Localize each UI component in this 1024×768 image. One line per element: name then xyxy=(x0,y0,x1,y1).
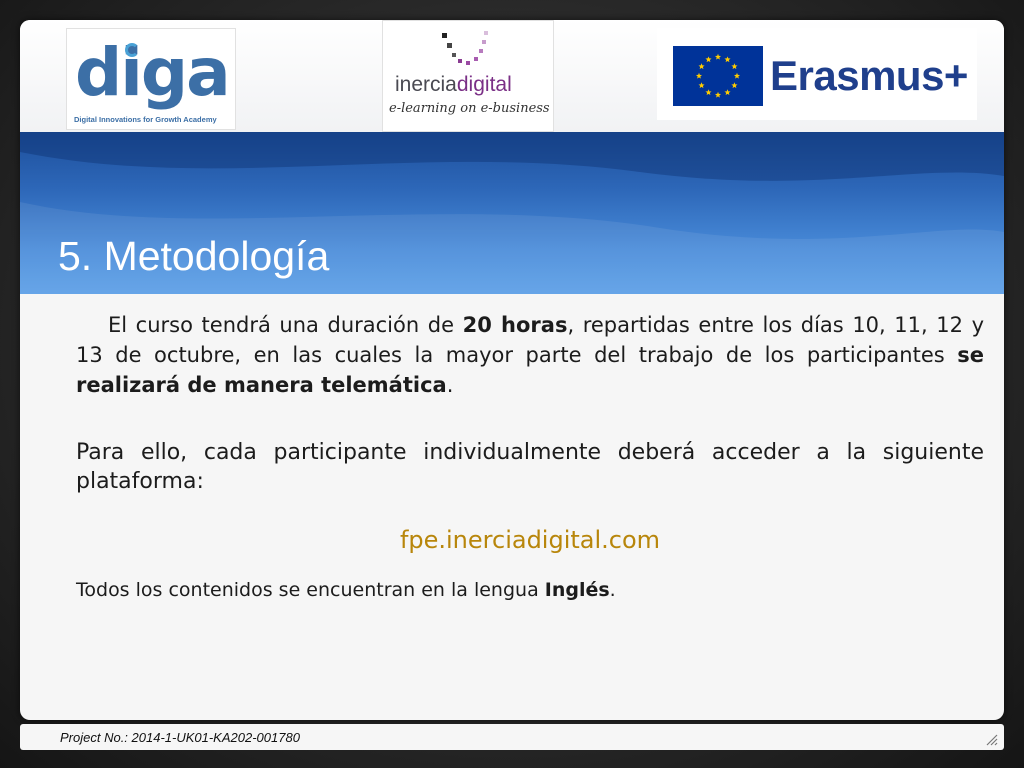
inerciadigital-logo-name xyxy=(395,73,512,97)
digital-name-part: digital xyxy=(456,73,512,96)
text-run-bold: 20 horas xyxy=(462,313,568,337)
slide xyxy=(20,20,1004,720)
diga-dot-icon xyxy=(125,43,139,57)
platform-link[interactable]: fpe.inerciadigital.com xyxy=(399,526,661,554)
text-run: . xyxy=(446,373,454,397)
diga-logo-tagline: Digital Innovations for Growth Academy xyxy=(74,115,217,124)
paragraph-access: Para ello, cada participante individualmente deberá acceder a la siguiente plataforma: xyxy=(76,440,984,494)
inerciadigital-logo-tagline: e-learning on e-business xyxy=(389,101,550,116)
diga-logo xyxy=(66,28,236,130)
project-number: Project No.: 2014-1-UK01-KA202-001780 xyxy=(60,730,300,745)
text-run-bold: se realizará de manera telemática xyxy=(76,343,984,397)
text-run: Todos los contenidos se encuentran en la lengua xyxy=(76,579,545,601)
slide-body xyxy=(76,310,984,603)
resize-grip-icon[interactable] xyxy=(984,732,998,746)
erasmus-logo-name: Erasmus+ xyxy=(770,52,968,99)
paragraph-duration xyxy=(76,310,984,400)
paragraph-language xyxy=(76,577,984,603)
inercia-dots-icon xyxy=(438,25,498,69)
text-run: , repartidas entre los días 10, 11, 12 y 13 de octubre, en las cuales la mayor parte del trabajo de los participantes xyxy=(76,313,985,367)
logo-bar xyxy=(20,20,1004,132)
eu-flag-icon xyxy=(673,46,763,106)
inerciadigital-logo xyxy=(382,20,554,132)
inercia-name-part: inercia xyxy=(395,73,457,96)
title-band xyxy=(20,132,1004,294)
text-run: El curso tendrá una duración de xyxy=(108,313,463,337)
footer-bar xyxy=(20,724,1004,750)
text-run: . xyxy=(609,579,616,601)
diga-logo-name: diga xyxy=(75,34,229,111)
erasmus-logo xyxy=(657,28,977,120)
text-run-bold: Inglés xyxy=(544,579,610,601)
slide-title: 5. Metodología xyxy=(58,233,330,279)
